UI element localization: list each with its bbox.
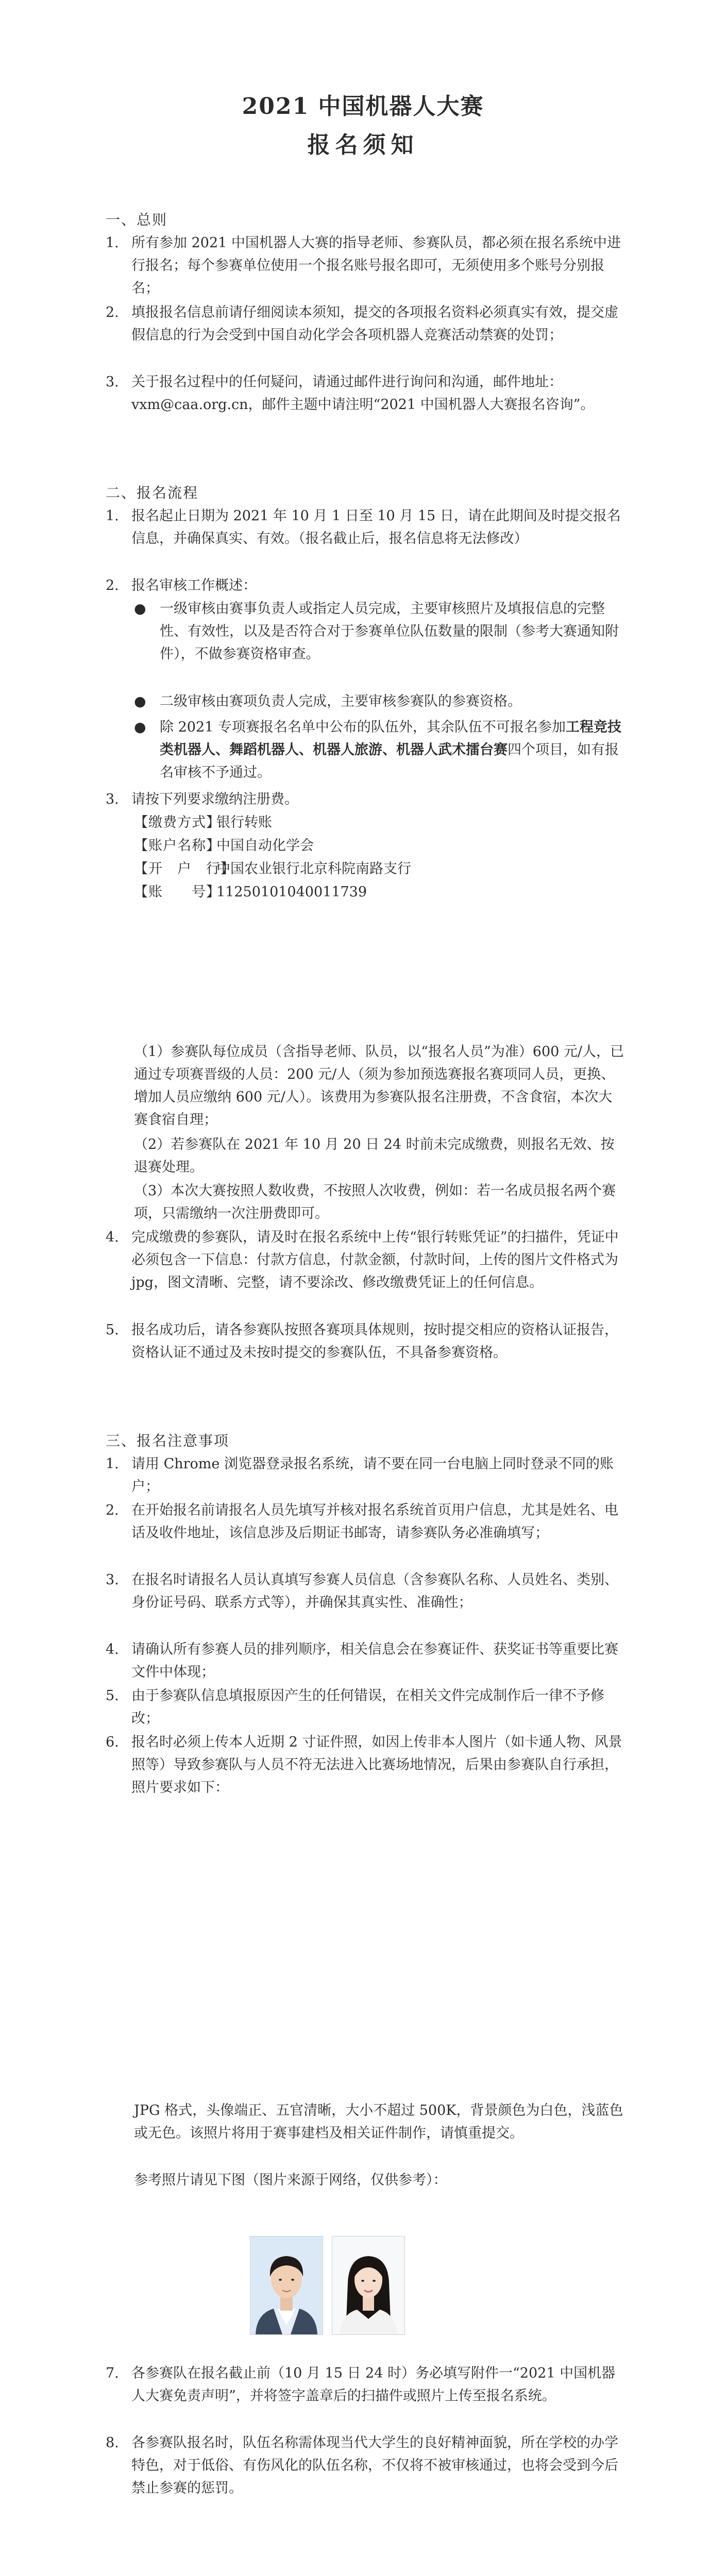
bank-info-label: 【账 号】 xyxy=(134,884,221,900)
section-heading-general: 一、总则 xyxy=(106,211,168,228)
list-number: 1. xyxy=(106,1456,119,1472)
list-number: 2. xyxy=(106,304,119,320)
bank-info-row xyxy=(134,881,367,904)
bank-info-label: 【开 户 行】 xyxy=(134,861,235,877)
bullet-dot: ● xyxy=(134,601,146,617)
list-number: 8. xyxy=(106,2435,119,2451)
list-number: 1. xyxy=(106,235,119,251)
bullet-text-post: 四个项目，如有报名审核不予通过。 xyxy=(160,742,619,781)
list-text: 报名时必须上传本人近期 2 寸证件照，如因上传非本人图片（如卡通人物、风景照等）导致参赛队与人员不符无法进入比赛场地情况，后果由参赛队自行承担，照片要求如下： xyxy=(131,1734,622,1795)
list-text: 请用 Chrome 浏览器登录报名系统，请不要在同一台电脑上同时登录不同的账户； xyxy=(131,1456,614,1495)
photo-requirement: JPG 格式，头像端正、五官清晰，大小不超过 500K，背景颜色为白色，浅蓝色或无色。该照片将用于赛事建档及相关证件制作，请慎重提交。 xyxy=(134,2103,623,2141)
list-number: 5. xyxy=(106,1688,119,1704)
list-number: 1. xyxy=(106,508,119,524)
bank-info-row xyxy=(134,835,314,857)
bank-info-label: 【缴费方式】 xyxy=(134,815,221,831)
bank-info-row xyxy=(134,811,272,834)
list-number: 7. xyxy=(106,2365,119,2381)
list-text: 请确认所有参赛人员的排列顺序，相关信息会在参赛证件、获奖证书等重要比赛文件中体现； xyxy=(131,1641,618,1680)
list-text: 由于参赛队信息填报原因产生的任何错误，在相关文件完成制作后一律不予修改； xyxy=(131,1688,604,1726)
list-number: 4. xyxy=(106,1229,119,1245)
bank-info-value: 中国农业银行北京科院南路支行 xyxy=(216,861,411,877)
fee-note: （2）若参赛队在 2021 年 10 月 20 日 24 时前未完成缴费，则报名无效、按退赛处理。 xyxy=(134,1137,615,1175)
bullet-text-bold: 工程竞技类机器人、舞蹈机器人、机器人旅游、机器人武术擂台赛 xyxy=(160,719,621,758)
list-number: 2. xyxy=(106,1502,119,1518)
bullet-text: 一级审核由赛事负责人或指定人员完成，主要审核照片及填报信息的完整性、有效性，以及是否符合对于参赛单位队伍数量的限制（参考大赛通知附件），不做参赛资格审查。 xyxy=(160,601,619,662)
list-number: 4. xyxy=(106,1641,119,1657)
photo-reference-caption: 参考照片请见下图（图片来源于网络，仅供参考）： xyxy=(134,2172,447,2188)
list-text: 填报报名信息前请仔细阅读本须知，提交的各项报名资料必须真实有效，提交虚假信息的行为会受到中国自动化学会各项机器人竞赛活动禁赛的处罚； xyxy=(131,304,618,343)
list-number: 3. xyxy=(106,1572,119,1588)
bullet-text: 二级审核由赛项负责人完成，主要审核参赛队的参赛资格。 xyxy=(160,693,521,709)
list-text: 关于报名过程中的任何疑问，请通过邮件进行询问和沟通，邮件地址：vxm@caa.org.cn，邮件主题中请注明“2021 中国机器人大赛报名咨询”。 xyxy=(131,374,595,413)
list-text: 所有参加 2021 中国机器人大赛的指导老师、参赛队员，都必须在报名系统中进行报名；每个参赛单位使用一个报名账号报名即可，无须使用多个账号分别报名； xyxy=(131,235,621,296)
list-text: 各参赛队在报名截止前（10 月 15 日 24 时）务必填写附件一“2021 中国机器人大赛免责声明”，并将签字盖章后的扫描件或照片上传至报名系统。 xyxy=(131,2365,616,2404)
list-text: 报名起止日期为 2021 年 10 月 1 日至 10 月 15 日，请在此期间及时提交报名信息，并确保真实、有效。（报名截止后，报名信息将无法修改） xyxy=(131,508,621,547)
bank-info-value: 银行转账 xyxy=(216,815,272,831)
bullet-text-pre: 除 2021 专项赛报名名单中公布的队伍外，其余队伍不可报名参加 xyxy=(160,719,566,735)
bullet-dot: ● xyxy=(134,693,146,709)
list-number: 3. xyxy=(106,791,119,807)
document-title: 2021 中国机器人大赛 xyxy=(242,93,484,120)
list-number: 3. xyxy=(106,374,119,390)
list-text: 各参赛队报名时，队伍名称需体现当代大学生的良好精神面貌，所在学校的办学特色，对于低俗、有伤风化的队伍名称，不仅将不被审核通过，也将会受到今后禁止参赛的惩罚。 xyxy=(131,2435,618,2496)
avatar-woman-image xyxy=(332,2236,405,2335)
document-subtitle: 报名须知 xyxy=(307,132,419,158)
list-text: 在开始报名前请报名人员先填写并核对报名系统首页用户信息，尤其是姓名、电话及收件地址，该信息涉及后期证书邮寄，请参赛队务必准确填写； xyxy=(131,1502,618,1541)
bank-info-label: 【账户名称】 xyxy=(134,838,221,854)
list-text: 完成缴费的参赛队，请及时在报名系统中上传“银行转账凭证”的扫描件，凭证中必须包含一下信息：付款方信息，付款金额，付款时间，上传的图片文件格式为 jpg，图文清晰、完整，请不要涂改、修改缴费凭证上的任何信息。 xyxy=(131,1229,619,1291)
section-heading-process: 二、报名流程 xyxy=(106,484,199,501)
fee-note: （3）本次大赛按照人数收费，不按照人次收费，例如：若一名成员报名两个赛项，只需缴纳一次注册费即可。 xyxy=(134,1183,616,1222)
bank-info-value: 中国自动化学会 xyxy=(216,838,314,854)
bank-info-value: 11250101040011739 xyxy=(216,884,367,900)
avatar-man-image xyxy=(250,2236,323,2335)
bullet-text xyxy=(160,716,626,784)
bank-info-row xyxy=(134,858,411,880)
list-text: 在报名时请报名人员认真填写参赛人员信息（含参赛队名称、人员姓名、类别、身份证号码、联系方式等），并确保其真实性、准确性； xyxy=(131,1572,618,1611)
list-text: 报名成功后，请各参赛队按照各赛项具体规则，按时提交相应的资格认证报告，资格认证不通过及未按时提交的参赛队伍，不具备参赛资格。 xyxy=(131,1322,618,1361)
section-heading-notes: 三、报名注意事项 xyxy=(106,1432,230,1449)
list-text: 请按下列要求缴纳注册费。 xyxy=(131,791,298,807)
list-text: 报名审核工作概述： xyxy=(131,578,257,594)
list-number: 2. xyxy=(106,578,119,594)
list-number: 6. xyxy=(106,1734,119,1750)
bullet-dot: ● xyxy=(134,719,146,735)
list-number: 5. xyxy=(106,1322,119,1338)
fee-note: （1）参赛队每位成员（含指导老师、队员，以“报名人员”为准）600 元/人，已通过专项赛晋级的人员：200 元/人（须为参加预选赛报名赛项同人员，更换、增加人员应缴纳 600 元/人）。该费用为参赛队报名注册费，不含食宿，本次大赛食宿自理； xyxy=(134,1044,624,1128)
